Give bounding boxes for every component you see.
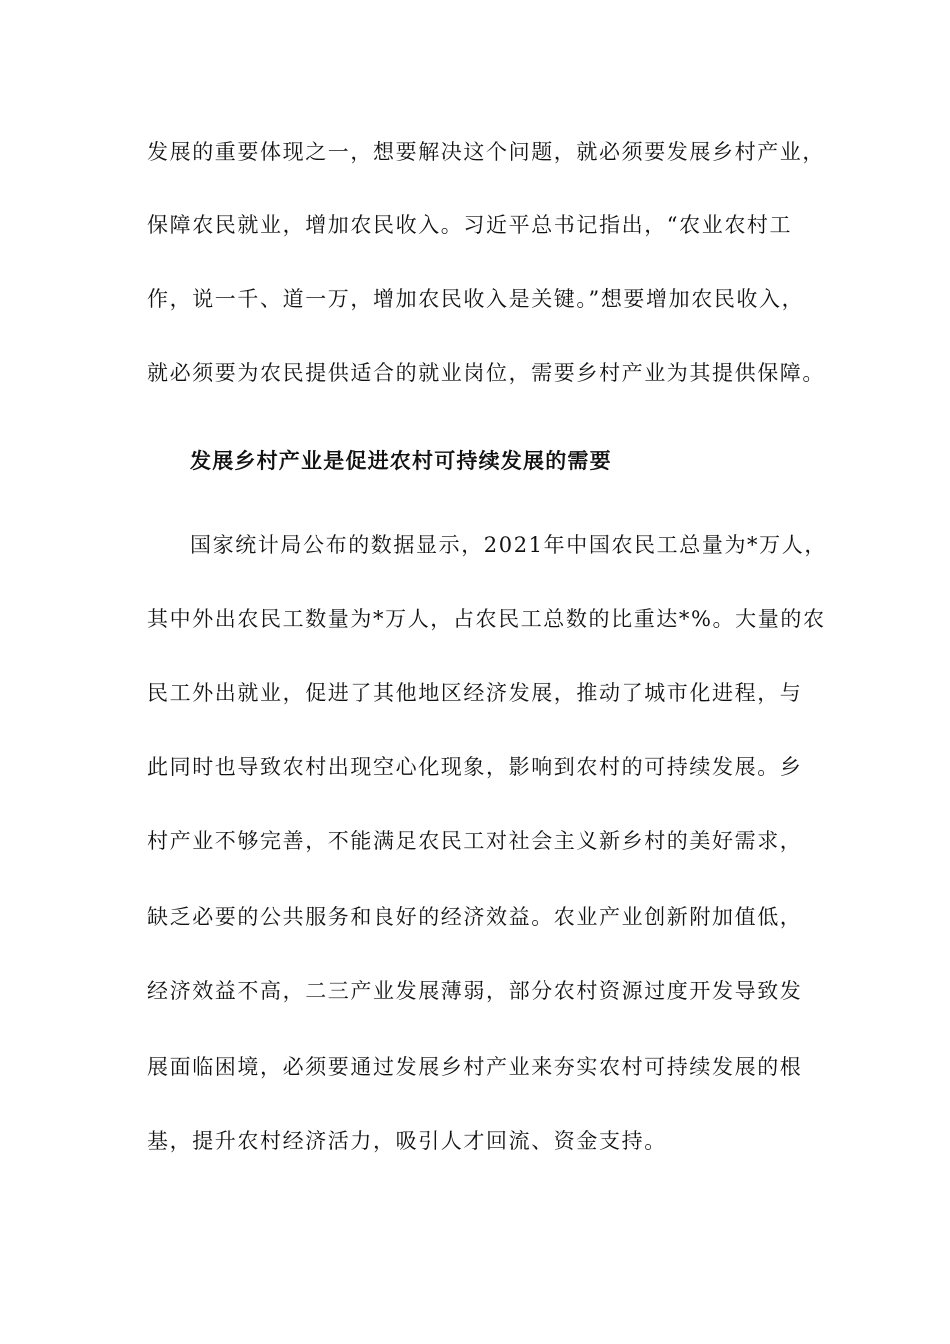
- paragraph-line: 经济效益不高，二三产业发展薄弱，部分农村资源过度开发导致发: [147, 979, 803, 1003]
- paragraph-line: 民工外出就业，促进了其他地区经济发展，推动了城市化进程，与: [147, 681, 803, 705]
- paragraph-line: 缺乏必要的公共服务和良好的经济效益。农业产业创新附加值低，: [147, 905, 803, 929]
- paragraph-line: 保障农民就业，增加农民收入。习近平总书记指出，“农业农村工: [147, 213, 793, 237]
- paragraph-line: 基，提升农村经济活力，吸引人才回流、资金支持。: [147, 1129, 667, 1153]
- paragraph-line: 作，说一千、道一万，增加农民收入是关键。”想要增加农民收入，: [147, 287, 805, 311]
- paragraph-line: 就必须要为农民提供适合的就业岗位，需要乡村产业为其提供保障。: [147, 361, 825, 385]
- paragraph-line: 发展的重要体现之一，想要解决这个问题，就必须要发展乡村产业，: [147, 140, 825, 164]
- paragraph-line: 国家统计局公布的数据显示，2021年中国农民工总量为*万人，: [190, 533, 827, 557]
- paragraph-line: 展面临困境，必须要通过发展乡村产业来夯实农村可持续发展的根: [147, 1055, 803, 1079]
- section-heading: 发展乡村产业是促进农村可持续发展的需要: [190, 448, 612, 473]
- paragraph-line: 村产业不够完善，不能满足农民工对社会主义新乡村的美好需求，: [147, 829, 803, 853]
- paragraph-line: 其中外出农民工数量为*万人，占农民工总数的比重达*%。大量的农: [147, 607, 826, 631]
- paragraph-line: 此同时也导致农村出现空心化现象，影响到农村的可持续发展。乡: [147, 755, 803, 779]
